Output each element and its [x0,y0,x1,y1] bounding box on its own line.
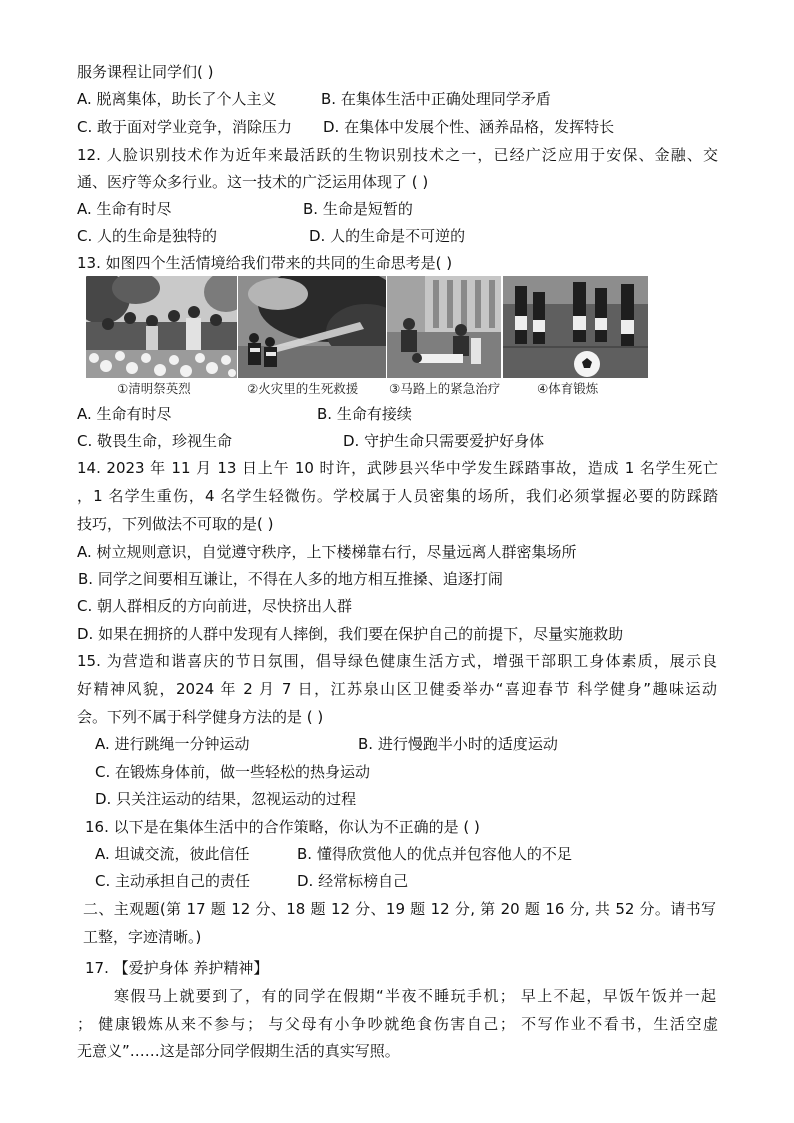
q16-option-c: C. 主动承担自己的责任 [95,872,251,890]
q15-option-b: B. 进行慢跑半小时的适度运动 [358,735,558,753]
figure-caption-2: ②火灾里的生死救援 [247,381,359,396]
q14-option-d: D. 如果在拥挤的人群中发现有人摔倒，我们要在保护自己的前提下，尽量实施救助 [77,625,624,643]
section2-heading-line-2: 工整，字迹清晰。) [83,928,202,946]
q17-paragraph-line-3: 无意义”……这是部分同学假期生活的真实写照。 [77,1042,400,1060]
q15-option-a: A. 进行跳绳一分钟运动 [95,735,250,753]
q17-title: 17. 【爱护身体 养护精神】 [85,959,269,977]
q14-stem-line-2: ，1 名学生重伤，4 名学生轻微伤。学校属于人员密集的场所，我们必须掌握必要的防踩踏 [77,487,718,505]
q16-stem: 16. 以下是在集体生活中的合作策略，你认为不正确的是 ( ) [85,818,480,836]
q12-option-b: B. 生命是短暂的 [303,200,413,218]
q15-stem-line-3: 会。下列不属于科学健身方法的是 ( ) [77,708,324,726]
q15-stem-line-1: 15. 为营造和谐喜庆的节日氛围，倡导绿色健康生活方式，增强干部职工身体素质，展示良 [77,652,717,670]
q13-option-b: B. 生命有接续 [317,405,412,423]
section2-heading-line-1: 二、主观题(第 17 题 12 分、18 题 12 分、19 题 12 分, 第 20 题 16 分, 共 52 分。请书写 [83,900,716,918]
q12-option-a: A. 生命有时尽 [77,200,172,218]
q12-stem-line-1: 12. 人脸识别技术作为近年来最活跃的生物识别技术之一，已经广泛应用于安保、金融、交 [77,146,718,164]
q13-option-d: D. 守护生命只需要爱护好身体 [343,432,545,450]
q12-option-c: C. 人的生命是独特的 [77,227,218,245]
q14-option-a: A. 树立规则意识，自觉遵守秩序，上下楼梯靠右行，尽量远离人群密集场所 [77,543,577,561]
q11-stem-tail: 服务课程让同学们( ) [77,63,214,81]
photo-sports-training [503,276,648,378]
q15-stem-line-2: 好精神风貌，2024 年 2 月 7 日，江苏泉山区卫健委举办“喜迎春节 科学健身”趣味运动 [77,680,717,698]
figure-caption-4: ④体育锻炼 [537,381,599,396]
q17-paragraph-line-1: 寒假马上就要到了，有的同学在假期“半夜不睡玩手机； 早上不起，早饭午饭并一起 [114,987,716,1005]
q14-option-b: B. 同学之间要相互谦让，不得在人多的地方相互推搡、追逐打闹 [78,570,503,588]
q11-option-d: D. 在集体中发展个性、涵养品格，发挥特长 [323,118,615,136]
photo-road-first-aid [387,276,501,378]
q13-option-a: A. 生命有时尽 [77,405,172,423]
q16-option-b: B. 懂得欣赏他人的优点并包容他人的不足 [297,845,572,863]
q11-option-a: A. 脱离集体，助长了个人主义 [77,90,277,108]
q16-option-a: A. 坦诚交流，彼此信任 [95,845,250,863]
q11-option-c: C. 敢于面对学业竞争，消除压力 [77,118,293,136]
q14-option-c: C. 朝人群相反的方向前进，尽快挤出人群 [77,597,353,615]
q11-option-b: B. 在集体生活中正确处理同学矛盾 [321,90,551,108]
q13-option-c: C. 敬畏生命，珍视生命 [77,432,233,450]
figure-caption-3: ③马路上的紧急治疗 [389,381,501,396]
q14-stem-line-3: 技巧，下列做法不可取的是( ) [77,515,274,533]
q15-option-d: D. 只关注运动的结果，忽视运动的过程 [95,790,357,808]
q15-option-c: C. 在锻炼身体前，做一些轻松的热身运动 [95,763,371,781]
figure-caption-1: ①清明祭英烈 [117,381,191,396]
q13-stem: 13. 如图四个生活情境给我们带来的共同的生命思考是( ) [77,254,453,272]
q17-paragraph-line-2: ； 健康锻炼从来不参与； 与父母有小争吵就绝食伤害自己； 不写作业不看书，生活空虚 [77,1015,718,1033]
q12-option-d: D. 人的生命是不可逆的 [309,227,466,245]
photo-qingming-memorial [86,276,237,378]
q12-stem-line-2: 通、医疗等众多行业。这一技术的广泛运用体现了 ( ) [77,173,429,191]
photo-fire-rescue [238,276,386,378]
q16-option-d: D. 经常标榜自己 [297,872,409,890]
q14-stem-line-1: 14. 2023 年 11 月 13 日上午 10 时许，武陟县兴华中学发生踩踏事故，造成 1 名学生死亡 [77,459,718,477]
